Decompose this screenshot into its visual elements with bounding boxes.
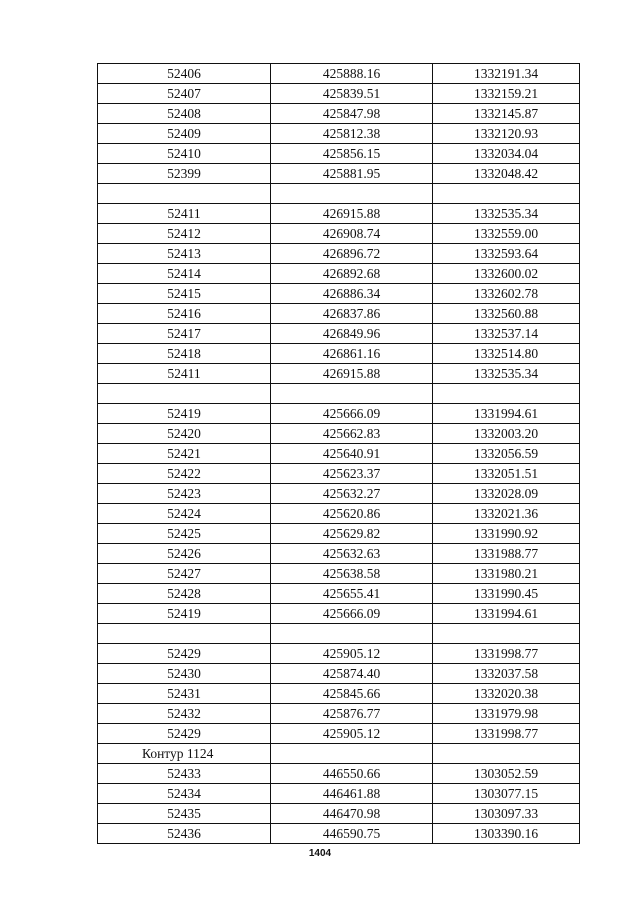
point-id-cell: 52423: [98, 484, 271, 504]
x-coordinate-cell: 425638.58: [271, 564, 433, 584]
point-id-cell: 52433: [98, 764, 271, 784]
y-coordinate-cell: 1332048.42: [433, 164, 580, 184]
point-id-cell: 52399: [98, 164, 271, 184]
separator-row: [98, 624, 580, 644]
x-coordinate-cell: 425905.12: [271, 644, 433, 664]
table-row: [98, 564, 580, 584]
empty-cell: [271, 624, 433, 644]
table-row: [98, 664, 580, 684]
y-coordinate-cell: 1332034.04: [433, 144, 580, 164]
x-coordinate-cell: 425881.95: [271, 164, 433, 184]
table-row: [98, 284, 580, 304]
y-coordinate-cell: 1303390.16: [433, 824, 580, 844]
y-coordinate-cell: 1332535.34: [433, 204, 580, 224]
table-row: [98, 584, 580, 604]
x-coordinate-cell: 425662.83: [271, 424, 433, 444]
y-coordinate-cell: 1332145.87: [433, 104, 580, 124]
page-number: 1404: [308, 848, 332, 859]
empty-cell: [433, 184, 580, 204]
separator-row: [98, 184, 580, 204]
coordinates-table: [97, 63, 580, 844]
table-row: [98, 164, 580, 184]
x-coordinate-cell: 426886.34: [271, 284, 433, 304]
x-coordinate-cell: 425629.82: [271, 524, 433, 544]
point-id-cell: 52430: [98, 664, 271, 684]
table-row: [98, 104, 580, 124]
point-id-cell: 52419: [98, 604, 271, 624]
table-row: [98, 344, 580, 364]
point-id-cell: 52435: [98, 804, 271, 824]
table-row: [98, 644, 580, 664]
x-coordinate-cell: 426896.72: [271, 244, 433, 264]
x-coordinate-cell: 426837.86: [271, 304, 433, 324]
point-id-cell: 52427: [98, 564, 271, 584]
y-coordinate-cell: 1331998.77: [433, 644, 580, 664]
point-id-cell: 52406: [98, 64, 271, 84]
table-row: [98, 84, 580, 104]
y-coordinate-cell: 1332535.34: [433, 364, 580, 384]
y-coordinate-cell: 1332560.88: [433, 304, 580, 324]
empty-cell: [433, 384, 580, 404]
table-row: [98, 604, 580, 624]
y-coordinate-cell: 1332593.64: [433, 244, 580, 264]
table-row: [98, 424, 580, 444]
y-coordinate-cell: 1331994.61: [433, 604, 580, 624]
y-coordinate-cell: 1332028.09: [433, 484, 580, 504]
x-coordinate-cell: 425876.77: [271, 704, 433, 724]
x-coordinate-cell: 425632.63: [271, 544, 433, 564]
y-coordinate-cell: 1332602.78: [433, 284, 580, 304]
x-coordinate-cell: 446590.75: [271, 824, 433, 844]
point-id-cell: 52418: [98, 344, 271, 364]
point-id-cell: 52422: [98, 464, 271, 484]
table-row: [98, 804, 580, 824]
y-coordinate-cell: 1332037.58: [433, 664, 580, 684]
point-id-cell: 52407: [98, 84, 271, 104]
empty-cell: [271, 184, 433, 204]
empty-cell: [433, 744, 580, 764]
y-coordinate-cell: 1332159.21: [433, 84, 580, 104]
separator-row: [98, 384, 580, 404]
empty-cell: [98, 624, 271, 644]
table-row: [98, 524, 580, 544]
point-id-cell: 52432: [98, 704, 271, 724]
x-coordinate-cell: 425632.27: [271, 484, 433, 504]
empty-cell: [271, 744, 433, 764]
contour-header-row: [98, 744, 580, 764]
point-id-cell: 52429: [98, 644, 271, 664]
y-coordinate-cell: 1332537.14: [433, 324, 580, 344]
table-row: [98, 404, 580, 424]
table-row: [98, 64, 580, 84]
table-row: [98, 124, 580, 144]
y-coordinate-cell: 1331994.61: [433, 404, 580, 424]
y-coordinate-cell: 1332120.93: [433, 124, 580, 144]
table-row: [98, 324, 580, 344]
y-coordinate-cell: 1332514.80: [433, 344, 580, 364]
point-id-cell: 52424: [98, 504, 271, 524]
x-coordinate-cell: 425623.37: [271, 464, 433, 484]
y-coordinate-cell: 1331990.92: [433, 524, 580, 544]
point-id-cell: 52410: [98, 144, 271, 164]
y-coordinate-cell: 1332600.02: [433, 264, 580, 284]
point-id-cell: 52431: [98, 684, 271, 704]
y-coordinate-cell: 1303052.59: [433, 764, 580, 784]
x-coordinate-cell: 425905.12: [271, 724, 433, 744]
point-id-cell: 52413: [98, 244, 271, 264]
y-coordinate-cell: 1332051.51: [433, 464, 580, 484]
table-row: [98, 204, 580, 224]
x-coordinate-cell: 446550.66: [271, 764, 433, 784]
table-row: [98, 144, 580, 164]
table-row: [98, 544, 580, 564]
table-row: [98, 364, 580, 384]
table-row: [98, 464, 580, 484]
point-id-cell: 52425: [98, 524, 271, 544]
x-coordinate-cell: 426861.16: [271, 344, 433, 364]
y-coordinate-cell: 1332559.00: [433, 224, 580, 244]
empty-cell: [98, 184, 271, 204]
table-row: [98, 504, 580, 524]
point-id-cell: 52428: [98, 584, 271, 604]
x-coordinate-cell: 425839.51: [271, 84, 433, 104]
table-row: [98, 304, 580, 324]
contour-label: Контур 1124: [98, 744, 271, 764]
empty-cell: [271, 384, 433, 404]
y-coordinate-cell: 1331998.77: [433, 724, 580, 744]
y-coordinate-cell: 1332056.59: [433, 444, 580, 464]
point-id-cell: 52415: [98, 284, 271, 304]
point-id-cell: 52434: [98, 784, 271, 804]
x-coordinate-cell: 426908.74: [271, 224, 433, 244]
x-coordinate-cell: 426892.68: [271, 264, 433, 284]
table-row: [98, 244, 580, 264]
x-coordinate-cell: 425888.16: [271, 64, 433, 84]
table-row: [98, 784, 580, 804]
x-coordinate-cell: 426915.88: [271, 364, 433, 384]
point-id-cell: 52421: [98, 444, 271, 464]
y-coordinate-cell: 1332003.20: [433, 424, 580, 444]
point-id-cell: 52429: [98, 724, 271, 744]
point-id-cell: 52411: [98, 204, 271, 224]
table-row: [98, 824, 580, 844]
table-row: [98, 484, 580, 504]
table-row: [98, 224, 580, 244]
empty-cell: [433, 624, 580, 644]
table-row: [98, 264, 580, 284]
table-row: [98, 684, 580, 704]
y-coordinate-cell: 1303097.33: [433, 804, 580, 824]
x-coordinate-cell: 425812.38: [271, 124, 433, 144]
point-id-cell: 52409: [98, 124, 271, 144]
x-coordinate-cell: 425874.40: [271, 664, 433, 684]
table-row: [98, 444, 580, 464]
point-id-cell: 52436: [98, 824, 271, 844]
x-coordinate-cell: 425640.91: [271, 444, 433, 464]
x-coordinate-cell: 446470.98: [271, 804, 433, 824]
table-row: [98, 764, 580, 784]
point-id-cell: 52426: [98, 544, 271, 564]
y-coordinate-cell: 1303077.15: [433, 784, 580, 804]
empty-cell: [98, 384, 271, 404]
y-coordinate-cell: 1332191.34: [433, 64, 580, 84]
point-id-cell: 52414: [98, 264, 271, 284]
table-row: [98, 724, 580, 744]
point-id-cell: 52417: [98, 324, 271, 344]
x-coordinate-cell: 425856.15: [271, 144, 433, 164]
x-coordinate-cell: 425845.66: [271, 684, 433, 704]
y-coordinate-cell: 1331979.98: [433, 704, 580, 724]
point-id-cell: 52420: [98, 424, 271, 444]
point-id-cell: 52419: [98, 404, 271, 424]
y-coordinate-cell: 1331990.45: [433, 584, 580, 604]
y-coordinate-cell: 1331980.21: [433, 564, 580, 584]
point-id-cell: 52408: [98, 104, 271, 124]
y-coordinate-cell: 1331988.77: [433, 544, 580, 564]
x-coordinate-cell: 426849.96: [271, 324, 433, 344]
x-coordinate-cell: 425655.41: [271, 584, 433, 604]
x-coordinate-cell: 425847.98: [271, 104, 433, 124]
point-id-cell: 52412: [98, 224, 271, 244]
coordinates-table-body: [98, 64, 580, 844]
x-coordinate-cell: 425666.09: [271, 404, 433, 424]
point-id-cell: 52411: [98, 364, 271, 384]
x-coordinate-cell: 425620.86: [271, 504, 433, 524]
point-id-cell: 52416: [98, 304, 271, 324]
x-coordinate-cell: 425666.09: [271, 604, 433, 624]
table-row: [98, 704, 580, 724]
x-coordinate-cell: 446461.88: [271, 784, 433, 804]
x-coordinate-cell: 426915.88: [271, 204, 433, 224]
y-coordinate-cell: 1332021.36: [433, 504, 580, 524]
y-coordinate-cell: 1332020.38: [433, 684, 580, 704]
